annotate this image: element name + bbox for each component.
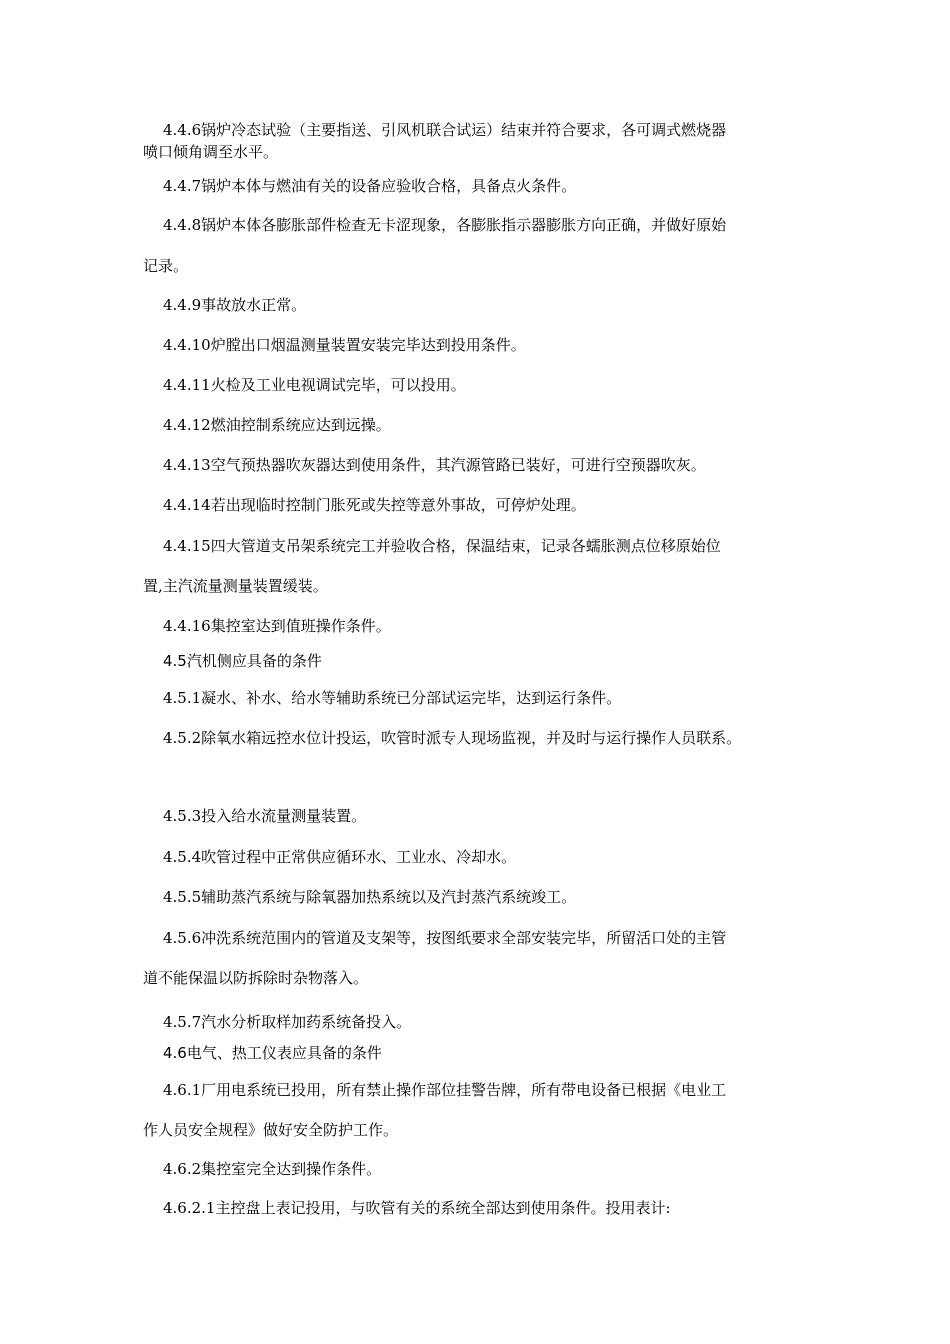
paragraph-4-5-5: 4.5.5辅助蒸汽系统与除氧器加热系统以及汽封蒸汽系统竣工。	[163, 888, 577, 906]
paragraph-4-4-15-line1: 4.4.15四大管道支吊架系统完工并验收合格，保温结束，记录各蠕胀测点位移原始位	[163, 537, 721, 555]
paragraph-4-6-2-1: 4.6.2.1主控盘上表记投用，与吹管有关的系统全部达到使用条件。投用表计:	[163, 1199, 671, 1217]
paragraph-4-4-8-line1: 4.4.8锅炉本体各膨胀部件检查无卡涩现象，各膨胀指示器膨胀方向正确，并做好原始	[163, 216, 727, 234]
section-heading-4-6: 4.6电气、热工仪表应具备的条件	[163, 1044, 382, 1062]
paragraph-4-4-8-line2: 记录。	[143, 257, 189, 275]
paragraph-4-5-7: 4.5.7汽水分析取样加药系统备投入。	[163, 1013, 412, 1031]
paragraph-4-4-6-line1: 4.4.6锅炉冷态试验（主要指送、引风机联合试运）结束并符合要求，各可调式燃烧器	[163, 121, 727, 139]
paragraph-4-5-4: 4.5.4吹管过程中正常供应循环水、工业水、冷却水。	[163, 848, 517, 866]
paragraph-4-6-1-line1: 4.6.1厂用电系统已投用，所有禁止操作部位挂警告牌，所有带电设备已根据《电业工	[163, 1081, 727, 1099]
section-heading-4-5: 4.5汽机侧应具备的条件	[163, 652, 322, 670]
paragraph-4-4-12: 4.4.12燃油控制系统应达到远操。	[163, 416, 391, 434]
paragraph-4-5-6-line2: 道不能保温以防拆除时杂物落入。	[143, 969, 369, 987]
paragraph-4-4-9: 4.4.9事故放水正常。	[163, 296, 307, 314]
paragraph-4-4-10: 4.4.10炉膛出口烟温测量装置安装完毕达到投用条件。	[163, 336, 526, 354]
paragraph-4-5-1: 4.5.1凝水、补水、给水等辅助系统已分部试运完毕，达到运行条件。	[163, 689, 622, 707]
paragraph-4-4-11: 4.4.11火检及工业电视调试完毕，可以投用。	[163, 376, 466, 394]
paragraph-4-5-3: 4.5.3投入给水流量测量装置。	[163, 807, 367, 825]
paragraph-4-4-13: 4.4.13空气预热器吹灰器达到使用条件，其汽源管路已装好，可进行空预器吹灰。	[163, 456, 706, 474]
paragraph-4-4-14: 4.4.14若出现临时控制门胀死或失控等意外事故，可停炉处理。	[163, 496, 586, 514]
paragraph-4-4-6-line2: 喷口倾角调至水平。	[143, 143, 279, 161]
paragraph-4-4-7: 4.4.7锅炉本体与燃油有关的设备应验收合格，具备点火条件。	[163, 177, 577, 195]
paragraph-4-4-16: 4.4.16集控室达到值班操作条件。	[163, 617, 391, 635]
paragraph-4-5-6-line1: 4.5.6冲洗系统范围内的管道及支架等，按图纸要求全部安装完毕，所留活口处的主管	[163, 929, 727, 947]
paragraph-4-6-2: 4.6.2集控室完全达到操作条件。	[163, 1160, 382, 1178]
paragraph-4-5-2: 4.5.2除氧水箱远控水位计投运，吹管时派专人现场监视，并及时与运行操作人员联系。	[163, 729, 742, 747]
paragraph-4-4-15-line2: 置,主汽流量测量装置缓装。	[143, 577, 328, 595]
paragraph-4-6-1-line2: 作人员安全规程》做好安全防护工作。	[143, 1121, 399, 1139]
